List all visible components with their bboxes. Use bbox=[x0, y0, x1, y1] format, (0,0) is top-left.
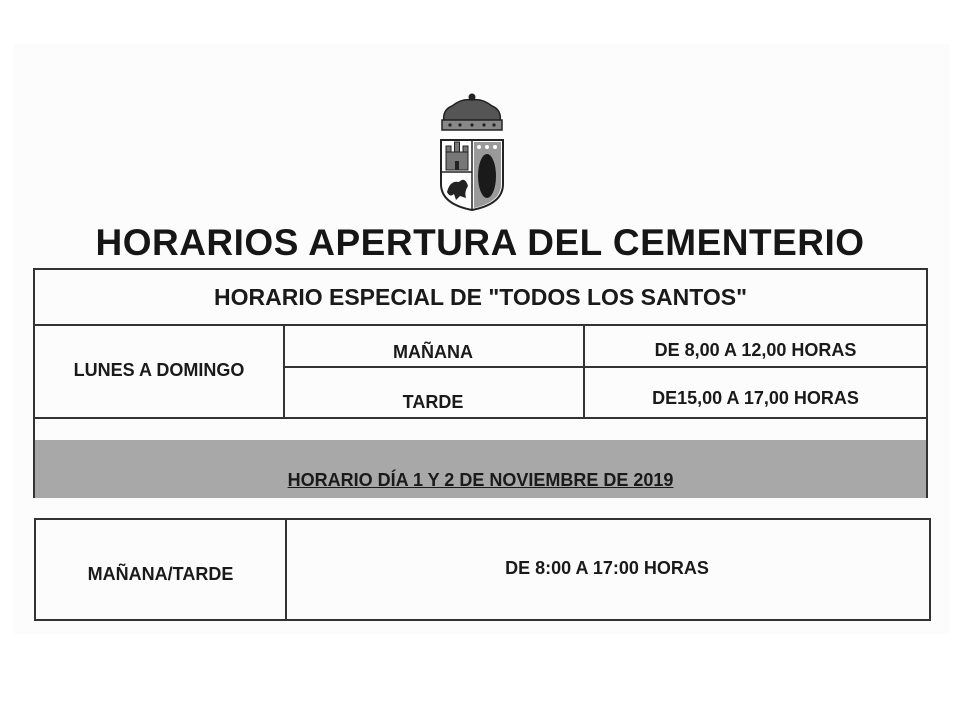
divider bbox=[35, 417, 928, 419]
morning-label: MAÑANA bbox=[393, 342, 473, 362]
special-schedule-heading: HORARIO ESPECIAL DE "TODOS LOS SANTOS" bbox=[214, 284, 747, 310]
november-heading-band bbox=[35, 440, 926, 498]
afternoon-hours: DE15,00 A 17,00 HORAS bbox=[652, 388, 859, 408]
coat-of-arms-icon bbox=[432, 92, 512, 214]
november-period-label: MAÑANA/TARDE bbox=[87, 564, 234, 584]
days-label: LUNES A DOMINGO bbox=[73, 360, 245, 380]
afternoon-label: TARDE bbox=[402, 392, 464, 412]
morning-hours: DE 8,00 A 12,00 HORAS bbox=[654, 340, 857, 360]
page-title: HORARIOS APERTURA DEL CEMENTERIO bbox=[95, 222, 865, 263]
november-heading: HORARIO DÍA 1 Y 2 DE NOVIEMBRE DE 2019 bbox=[287, 470, 674, 490]
special-schedule-table bbox=[33, 268, 928, 498]
november-schedule-table bbox=[34, 518, 931, 621]
divider bbox=[35, 324, 928, 326]
divider bbox=[283, 366, 928, 368]
november-hours: DE 8:00 A 17:00 HORAS bbox=[505, 558, 709, 578]
